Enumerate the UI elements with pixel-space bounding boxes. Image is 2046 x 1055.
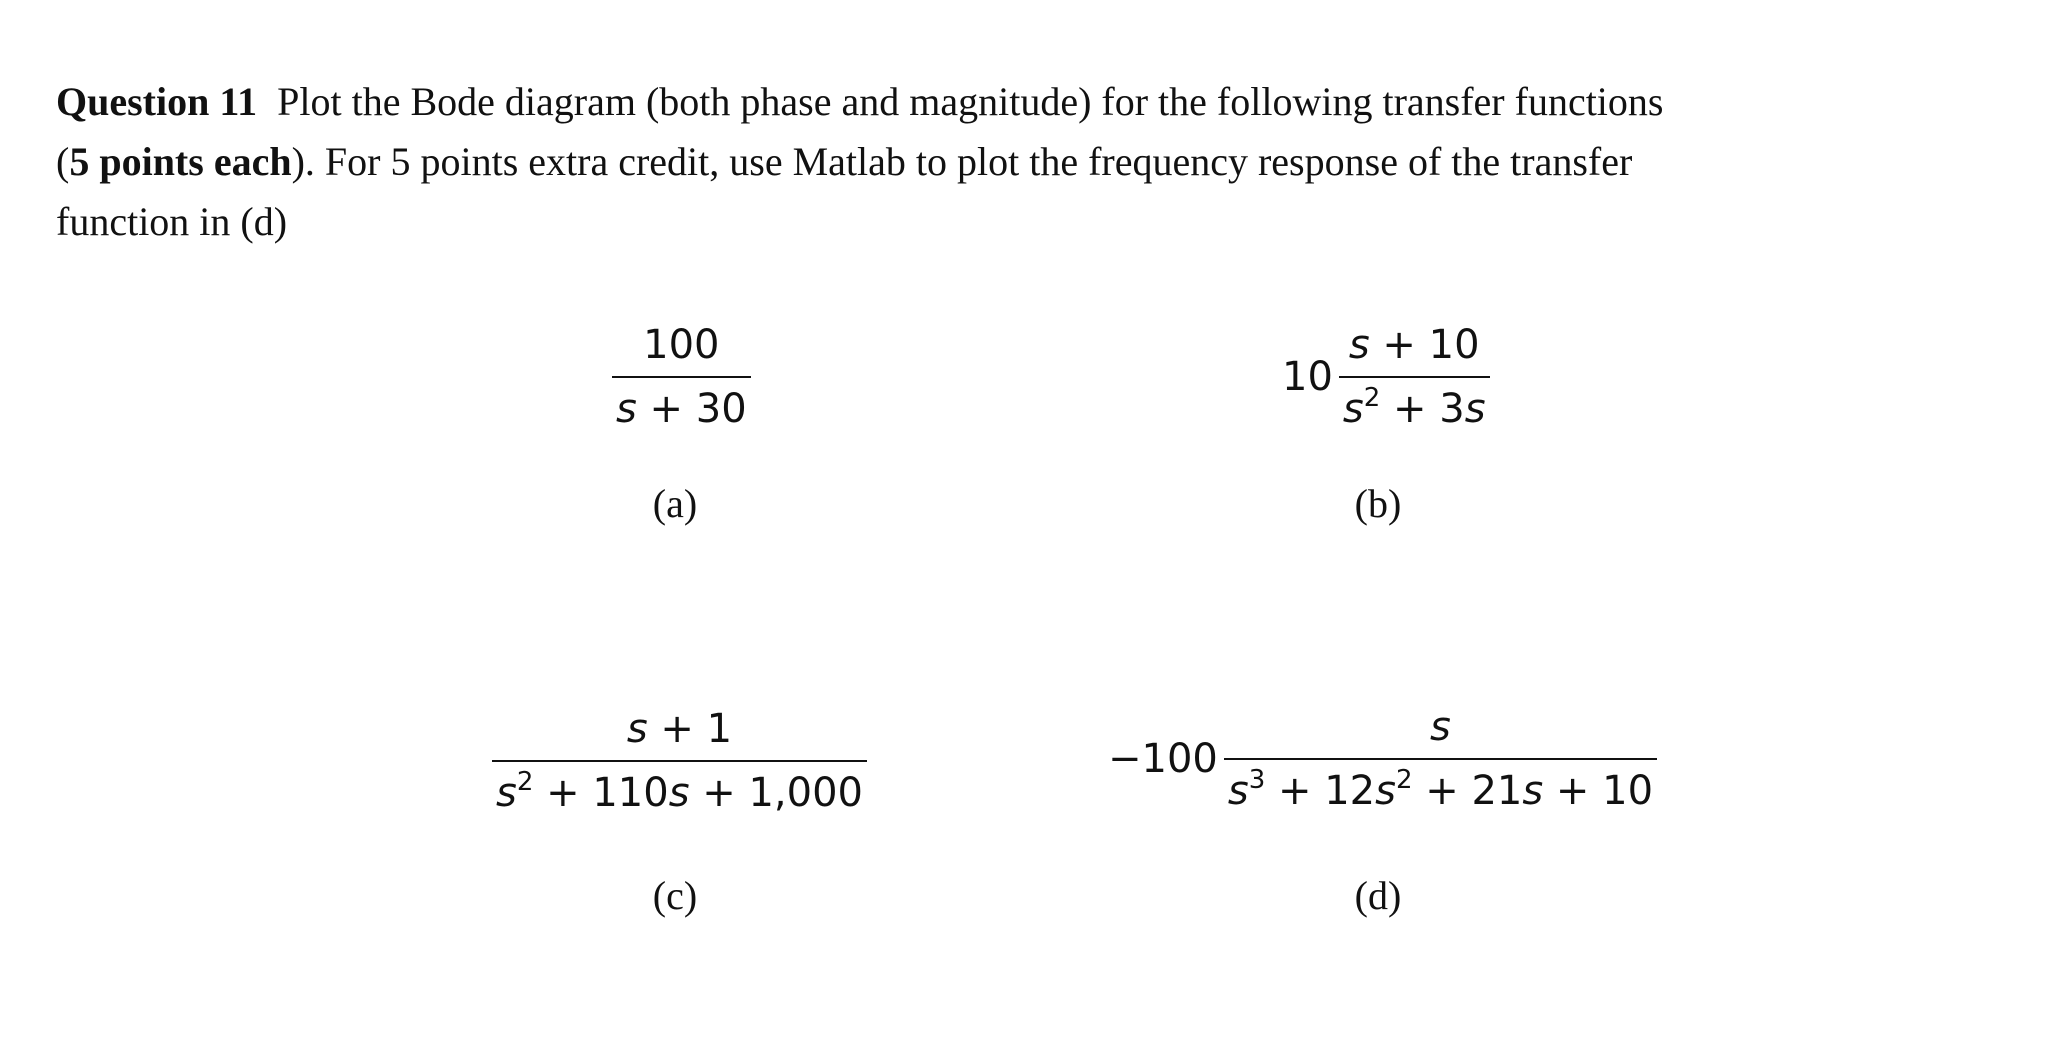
transfer-function-c [492, 702, 867, 820]
question-text [56, 72, 1956, 252]
fraction-a [612, 318, 751, 436]
question-line-1-text: Plot the Bode diagram (both phase and magnitude) for the following transfer functions [277, 79, 1664, 124]
question-line-1 [56, 72, 1956, 132]
fraction-c [492, 702, 867, 820]
transfer-function-d [1108, 700, 1657, 818]
fraction-bar-d [1224, 758, 1657, 760]
fraction-bar-a [612, 376, 751, 378]
fraction-bar-b [1339, 376, 1490, 378]
label-b: (b) [1354, 481, 1402, 526]
question-line-2 [56, 132, 1956, 192]
label-c: (c) [652, 873, 698, 918]
question-line-2-text: ). For 5 points extra credit, use Matlab to plot the frequency response of the transfer [291, 139, 1633, 184]
transfer-function-a [612, 318, 751, 436]
coefficient-d: −100 [1108, 736, 1218, 782]
numerator-c: s + 1 [626, 706, 733, 752]
points-each-emphasis: 5 points each [69, 139, 292, 184]
label-d: (d) [1354, 873, 1402, 918]
coefficient-b: 10 [1282, 354, 1333, 400]
question-line-3: function in (d) [56, 199, 288, 244]
fraction-b [1339, 318, 1490, 436]
denominator-b: $s^2 + 3s$ [1342, 383, 1486, 432]
question-line-2-open: ( [56, 139, 70, 184]
transfer-function-b [1282, 318, 1490, 436]
numerator-b: s + 10 [1348, 322, 1480, 368]
question-title: Question 11 [56, 79, 258, 124]
fraction-d [1224, 700, 1657, 818]
denominator-c: $s^2 + 110s + 1,000$ [496, 767, 863, 816]
numerator-a: 100 [643, 322, 720, 368]
denominator-d: $s^3 + 12s^2 + 21s + 10$ [1227, 765, 1654, 814]
fraction-bar-c [492, 760, 867, 762]
denominator-a: s + 30 [616, 386, 747, 432]
label-a: (a) [652, 481, 698, 526]
numerator-d: s [1430, 704, 1451, 750]
